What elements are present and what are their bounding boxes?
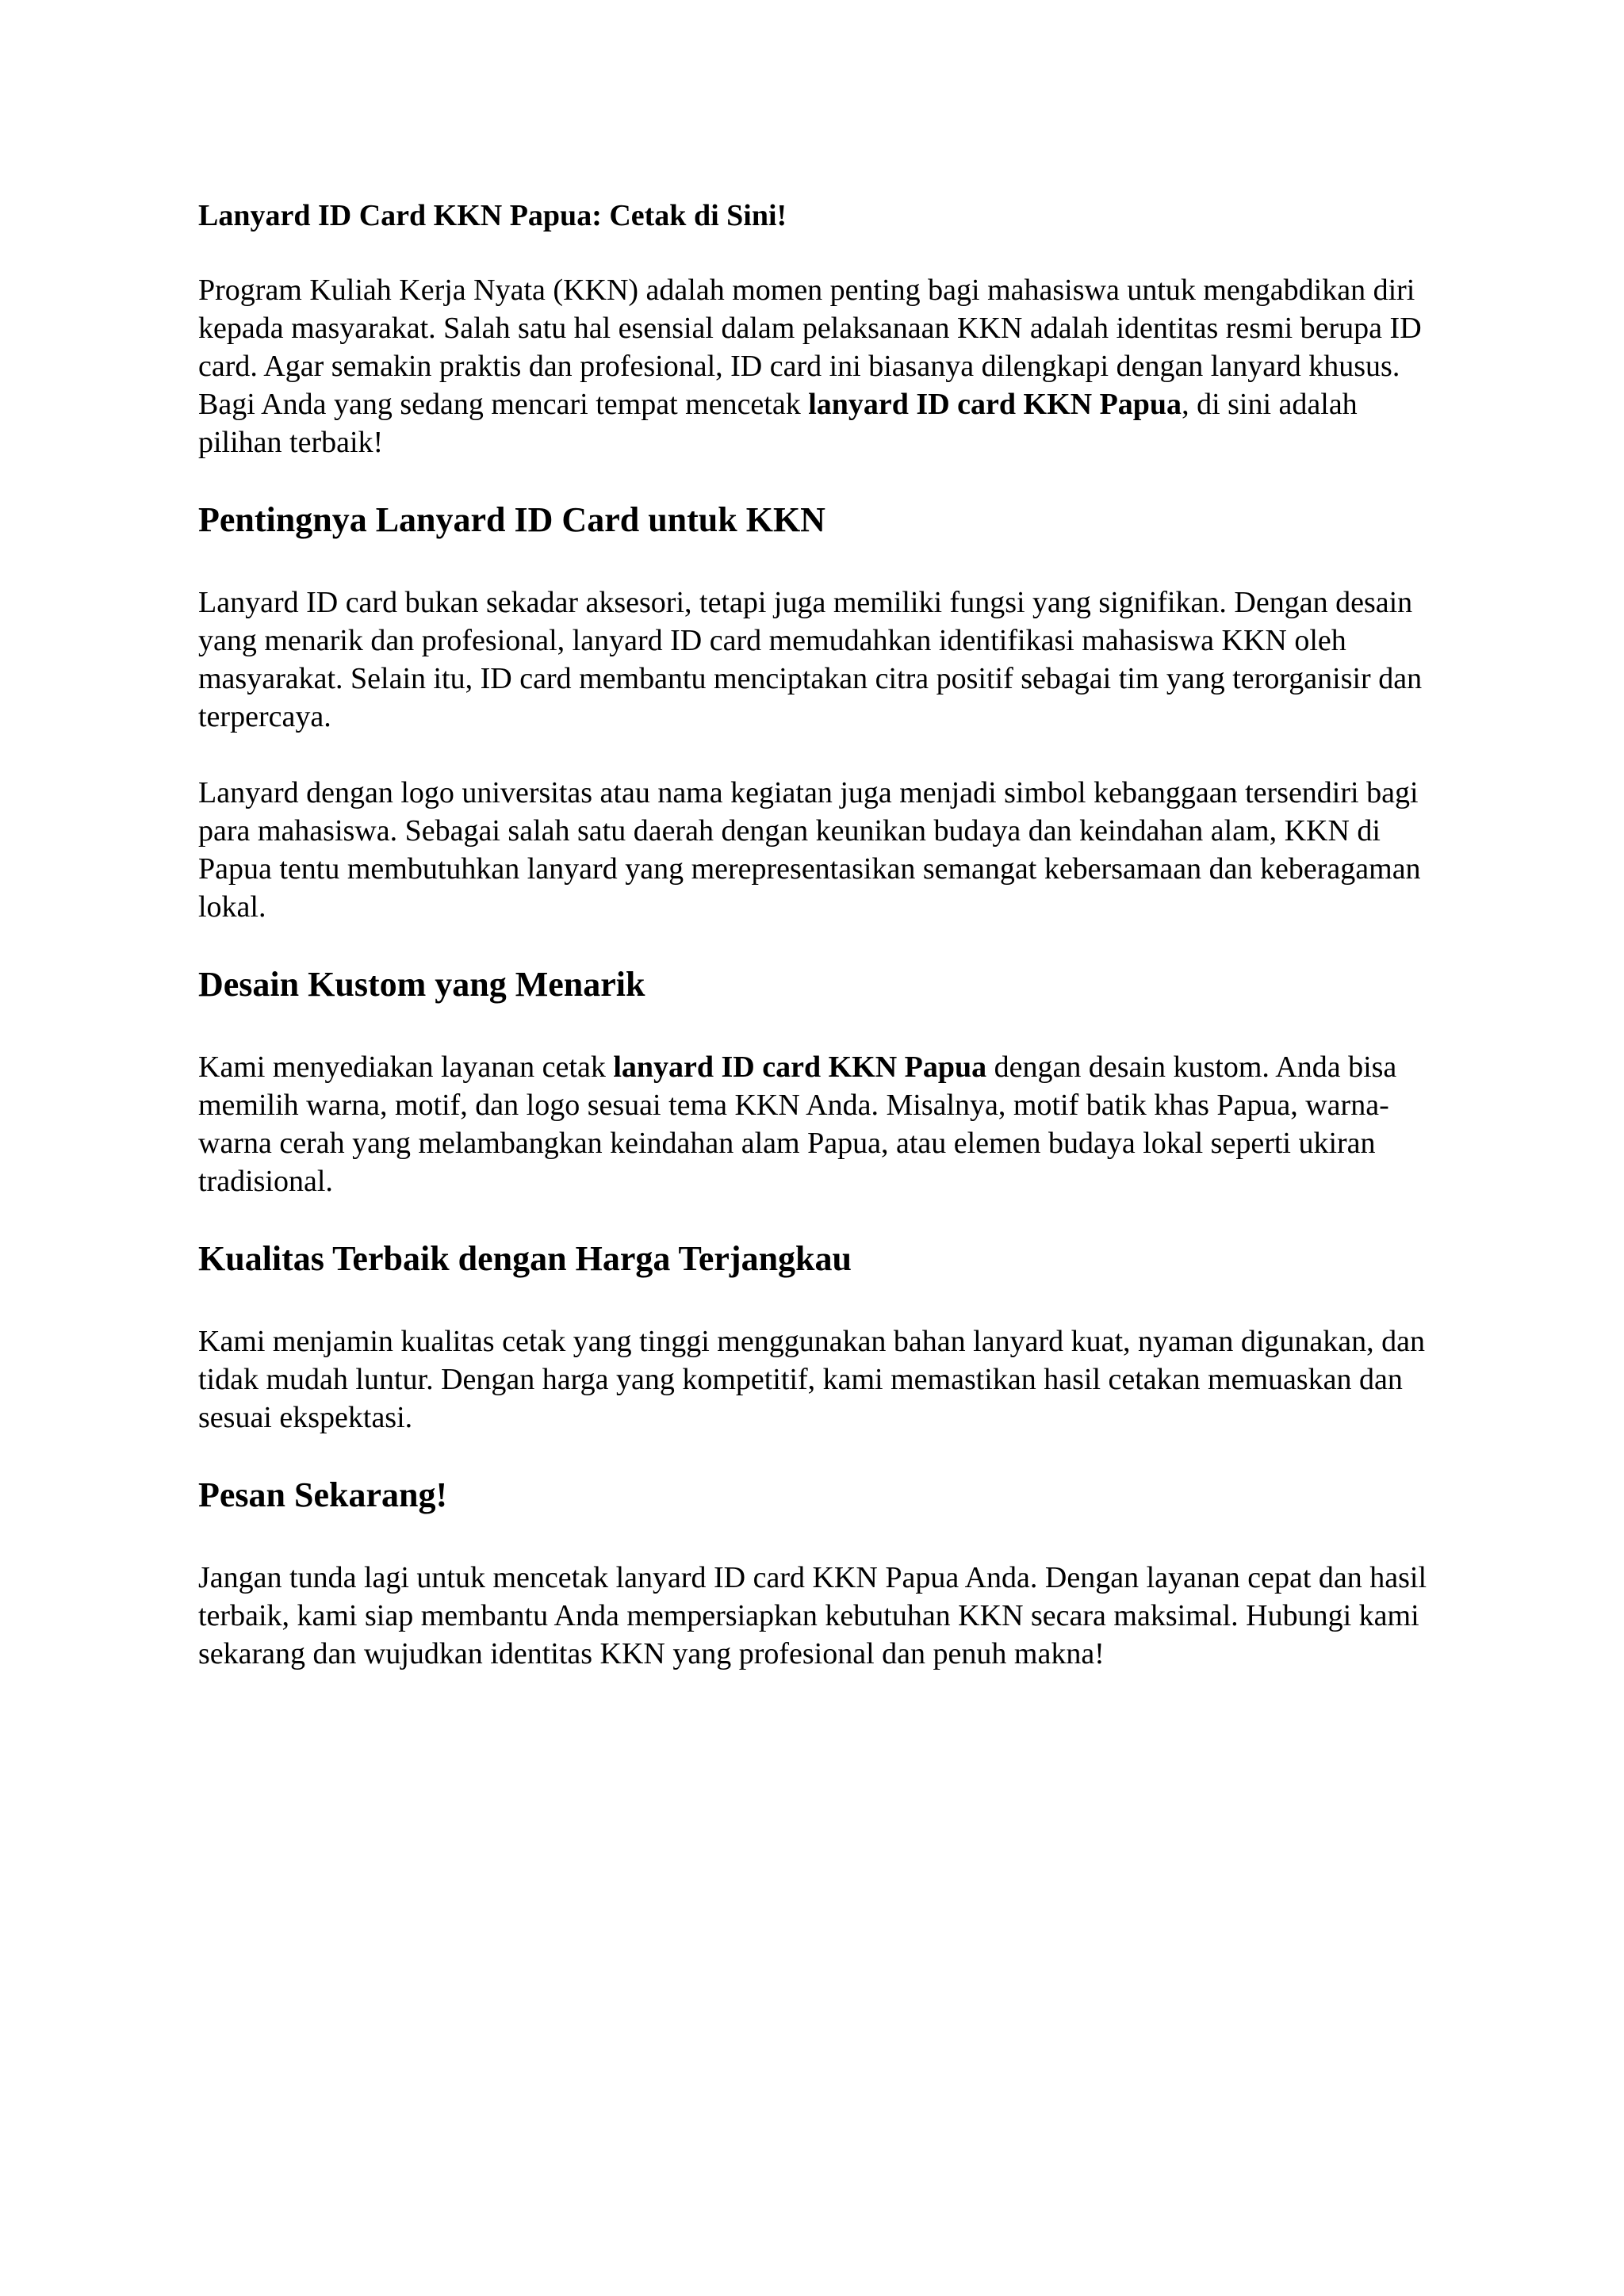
section-pentingnya-paragraph-1: Lanyard ID card bukan sekadar aksesori, tetapi juga memiliki fungsi yang signifikan. Dengan desain yang menarik dan profesional, lanyard ID card memudahkan identifikasi mahasiswa KKN oleh masyarakat. Selain itu, ID card membantu menciptakan citra positif sebagai tim yang terorganisir dan terpercaya.: [198, 586, 1423, 733]
document-title: Lanyard ID Card KKN Papua: Cetak di Sini!: [198, 199, 787, 232]
desain-bold-keyword: lanyard ID card KKN Papua: [613, 1050, 987, 1084]
section-heading-kualitas: Kualitas Terbaik dengan Harga Terjangkau: [198, 1239, 852, 1278]
intro-paragraph: [198, 271, 1443, 461]
desain-text-before: Kami menyediakan layanan cetak: [198, 1050, 614, 1084]
section-heading-desain: Desain Kustom yang Menarik: [198, 965, 645, 1004]
section-desain-paragraph: [198, 1048, 1443, 1200]
section-heading-pentingnya: Pentingnya Lanyard ID Card untuk KKN: [198, 500, 825, 539]
document-page: [198, 197, 1443, 1673]
section-heading-pesan: Pesan Sekarang!: [198, 1475, 448, 1514]
section-kualitas-paragraph: Kami menjamin kualitas cetak yang tinggi menggunakan bahan lanyard kuat, nyaman digunakan, dan tidak mudah luntur. Dengan harga yang kompetitif, kami memastikan hasil cetakan memuaskan dan sesuai ekspektasi.: [198, 1325, 1425, 1434]
section-pesan-paragraph: Jangan tunda lagi untuk mencetak lanyard ID card KKN Papua Anda. Dengan layanan cepat dan hasil terbaik, kami siap membantu Anda mempersiapkan kebutuhan KKN secara maksimal. Hubungi kami sekarang dan wujudkan identitas KKN yang profesional dan penuh makna!: [198, 1561, 1427, 1670]
intro-text-after: , di sini adalah pilihan terbaik!: [198, 388, 1358, 459]
desain-text-after: dengan desain kustom. Anda bisa memilih warna, motif, dan logo sesuai tema KKN Anda. Misalnya, motif batik khas Papua, warna-warna cerah yang melambangkan keindahan alam Papua, atau elemen budaya lokal seperti ukiran tradisional.: [198, 1050, 1397, 1198]
intro-text-before: Program Kuliah Kerja Nyata (KKN) adalah momen penting bagi mahasiswa untuk mengabdikan diri kepada masyarakat. Salah satu hal esensial dalam pelaksanaan KKN adalah identitas resmi berupa ID card. Agar semakin praktis dan profesional, ID card ini biasanya dilengkapi dengan lanyard khusus. Bagi Anda yang sedang mencari tempat mencetak: [198, 274, 1422, 421]
intro-bold-keyword: lanyard ID card KKN Papua: [808, 388, 1182, 421]
section-pentingnya-paragraph-2: Lanyard dengan logo universitas atau nama kegiatan juga menjadi simbol kebanggaan tersendiri bagi para mahasiswa. Sebagai salah satu daerah dengan keunikan budaya dan keindahan alam, KKN di Papua tentu membutuhkan lanyard yang merepresentasikan semangat kebersamaan dan keberagaman lokal.: [198, 776, 1421, 924]
